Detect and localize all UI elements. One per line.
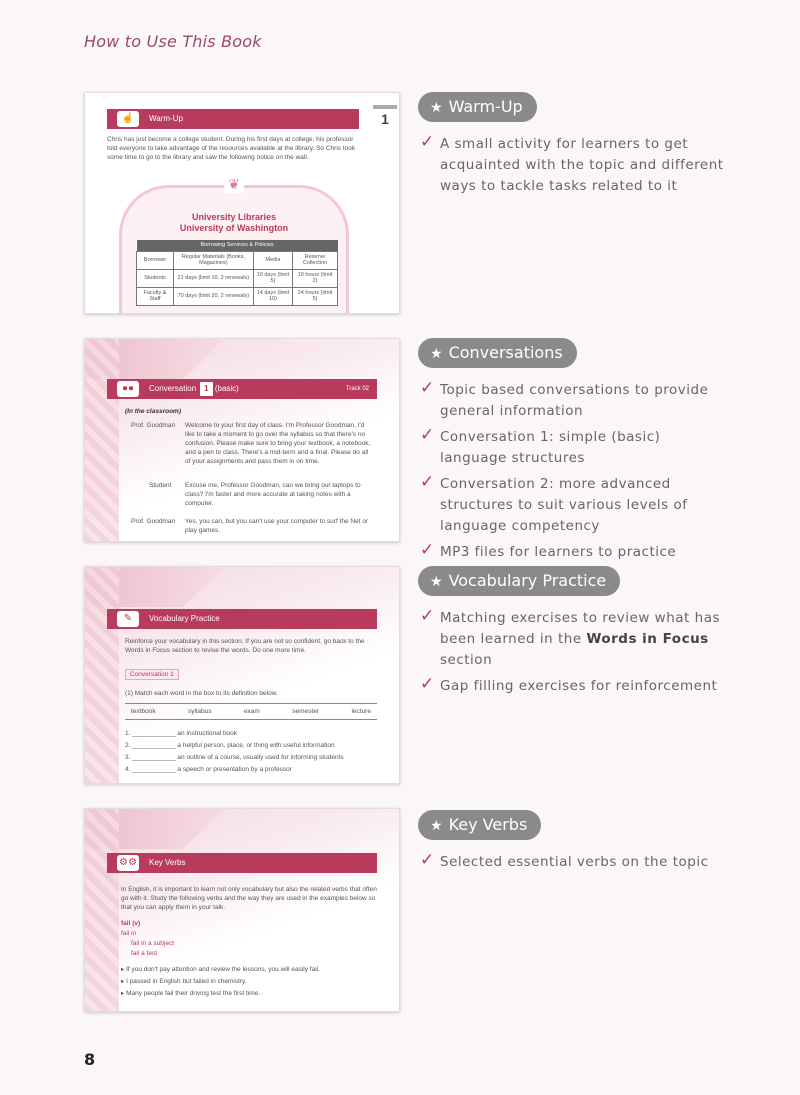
running-header: How to Use This Book: [84, 32, 262, 51]
check-icon: ✓: [420, 540, 435, 560]
hand-icon: ☝: [117, 111, 139, 127]
check-icon: ✓: [420, 425, 435, 445]
verb-form: fail a test: [131, 950, 158, 957]
vocabulary-thumbnail: [84, 566, 400, 784]
gears-icon: ⚙⚙: [117, 855, 139, 871]
people-icon: ●●: [117, 381, 139, 397]
keyverbs-bullets: [418, 852, 730, 878]
list-item: ✓ Matching exercises to review what has been learned in the Words in Focus section: [420, 606, 720, 668]
list-item: ✓ Conversation 1: simple (basic) language structures: [420, 425, 661, 466]
table-head: Reserve Collection: [293, 251, 338, 269]
table-cell: 10 hours (limit 2): [293, 269, 338, 287]
vocabulary-bullets: [418, 608, 730, 702]
dialogue-line: Excuse me, Professor Goodman, can we bring our laptops to class? I'm faster and more accurate at taking notes with a computer.: [185, 482, 361, 507]
table-cell: Faculty & Staff: [137, 287, 174, 305]
check-icon: ✓: [420, 606, 435, 626]
warmup-bar: [107, 109, 359, 129]
warmup-bullets: [418, 134, 730, 202]
page-number: 8: [84, 1050, 96, 1069]
warmup-thumbnail: [84, 92, 400, 314]
box-word: syllabus: [188, 708, 212, 715]
exercise-item: 2. ____________ a helpful person, place, or thing with useful information: [125, 742, 335, 749]
conversation-number: 1: [200, 382, 212, 396]
vocabulary-intro: Reinforce your vocabulary in this section. If you are not so confident, go back to the Words in Focus section to revise the words. Do one more time.: [125, 638, 365, 654]
keyverbs-intro: In English, it is important to learn not only vocabulary but also the related verbs that often go with it. Study the following verbs and the way they are used in the examples below so that you can apply them in your talk.: [121, 886, 377, 911]
dialogue-line: Welcome to your first day of class. I'm Professor Goodman. I'd like to take a moment to go over the syllabus so that there's no confusion. Please make sure to bring your textbook, a notebook, and a pen to class. There's a mid-term and a final. Please do all of your assignments and pass them in on time.: [185, 422, 371, 465]
bold-phrase: Words in Focus: [586, 631, 709, 647]
vocabulary-bar: ✎ Vocabulary Practice: [107, 609, 377, 629]
setting-label: (In the classroom): [125, 408, 181, 415]
unit-side-tab: [373, 105, 397, 127]
speaker-name: Student: [149, 482, 172, 489]
exercise-instruction: (1) Match each word in the box to its definition below.: [125, 690, 278, 697]
check-icon: ✓: [420, 132, 435, 152]
verb-example: ▸ I passed in English but failed in chemistry.: [121, 978, 247, 985]
table-cell: 10 days (limit 5): [253, 269, 292, 287]
verb-form: fail in: [121, 930, 137, 937]
warmup-bar-label: Warm-Up: [149, 114, 183, 123]
check-icon: ✓: [420, 472, 435, 492]
star-icon: ★: [430, 818, 443, 834]
warmup-intro: Chris has just become a college student. During his first days at college, his professor told everyone to take advantage of the resources available at the library. So Chris took some time to go to the library and saw the following notice on the wall.: [107, 136, 356, 161]
table-head: Regular Materials (Books, Magazines): [173, 251, 253, 269]
warmup-pill: ★ Warm-Up: [418, 92, 537, 122]
exercise-item: 1. ____________ an instructional book: [125, 730, 238, 737]
table-cell: 70 days (limit 20, 2 renewals): [173, 287, 253, 305]
list-item: ✓ Gap filling exercises for reinforcement: [420, 674, 718, 694]
verb-form: fail in a subject: [131, 940, 174, 947]
keyverbs-thumbnail: [84, 808, 400, 1012]
ornament-icon: ❦: [224, 176, 244, 193]
unit-number: 1: [381, 111, 389, 127]
check-icon: ✓: [420, 674, 435, 694]
check-icon: ✓: [420, 850, 435, 870]
track-label: Track 02: [345, 386, 369, 392]
list-item: ✓ A small activity for learners to get acquainted with the topic and different ways to tackle tasks related to it: [420, 132, 724, 194]
verb-heading: fail (v): [121, 920, 141, 927]
list-item: ✓ Topic based conversations to provide general information: [420, 378, 709, 419]
verb-example: ▸ If you don't pay attention and review the lessons, you will easily fail.: [121, 966, 320, 973]
dialogue-line: Yes, you can, but you can't use your computer to surf the Net or play games.: [185, 518, 369, 534]
star-icon: ★: [430, 574, 443, 590]
table-cell: 24 hours (limit 5): [293, 287, 338, 305]
conversation-thumbnail: [84, 338, 400, 542]
conversations-pill: ★ Conversations: [418, 338, 577, 368]
table-cell: 14 days (limit 10): [253, 287, 292, 305]
list-item: ✓ Selected essential verbs on the topic: [420, 850, 709, 870]
borrowing-table: [136, 240, 338, 306]
pen-icon: ✎: [117, 611, 139, 627]
star-icon: ★: [430, 346, 443, 362]
box-word: textbook: [131, 708, 156, 715]
box-word: exam: [243, 708, 260, 715]
keyverbs-pill: ★ Key Verbs: [418, 810, 541, 840]
vocabulary-pill: ★ Vocabulary Practice: [418, 566, 620, 596]
exercise-item: 3. ____________ an outline of a course, usually used for informing students: [125, 754, 344, 761]
word-box: [125, 703, 377, 720]
table-head: Media: [253, 251, 292, 269]
library-title: University Libraries University of Washington: [179, 212, 289, 233]
table-cell: 21 days (limit 10, 2 renewals): [173, 269, 253, 287]
box-word: lecture: [351, 708, 371, 715]
conversation-tag: Conversation 1: [125, 669, 179, 680]
check-icon: ✓: [420, 378, 435, 398]
list-item: ✓ MP3 files for learners to practice: [420, 540, 677, 560]
speaker-name: Prof. Goodman: [131, 422, 176, 429]
keyverbs-bar: ⚙⚙ Key Verbs: [107, 853, 377, 873]
conversation-bar: ●● Conversation 1 (basic) Track 02: [107, 379, 377, 399]
verb-example: ▸ Many people fail their driving test the first time.: [121, 990, 261, 997]
star-icon: ★: [430, 100, 443, 116]
speaker-name: Prof. Goodman: [131, 518, 176, 525]
list-item: ✓ Conversation 2: more advanced structures to suit various levels of language competency: [420, 472, 688, 534]
library-notice: [119, 176, 349, 314]
exercise-item: 4. ____________ a speech or presentation by a professor: [125, 766, 292, 773]
conversations-bullets: [418, 380, 730, 568]
table-head: Borrower: [137, 251, 174, 269]
table-caption: Borrowing Services & Policies: [137, 240, 338, 251]
box-word: semester: [292, 708, 320, 715]
table-cell: Students: [137, 269, 174, 287]
